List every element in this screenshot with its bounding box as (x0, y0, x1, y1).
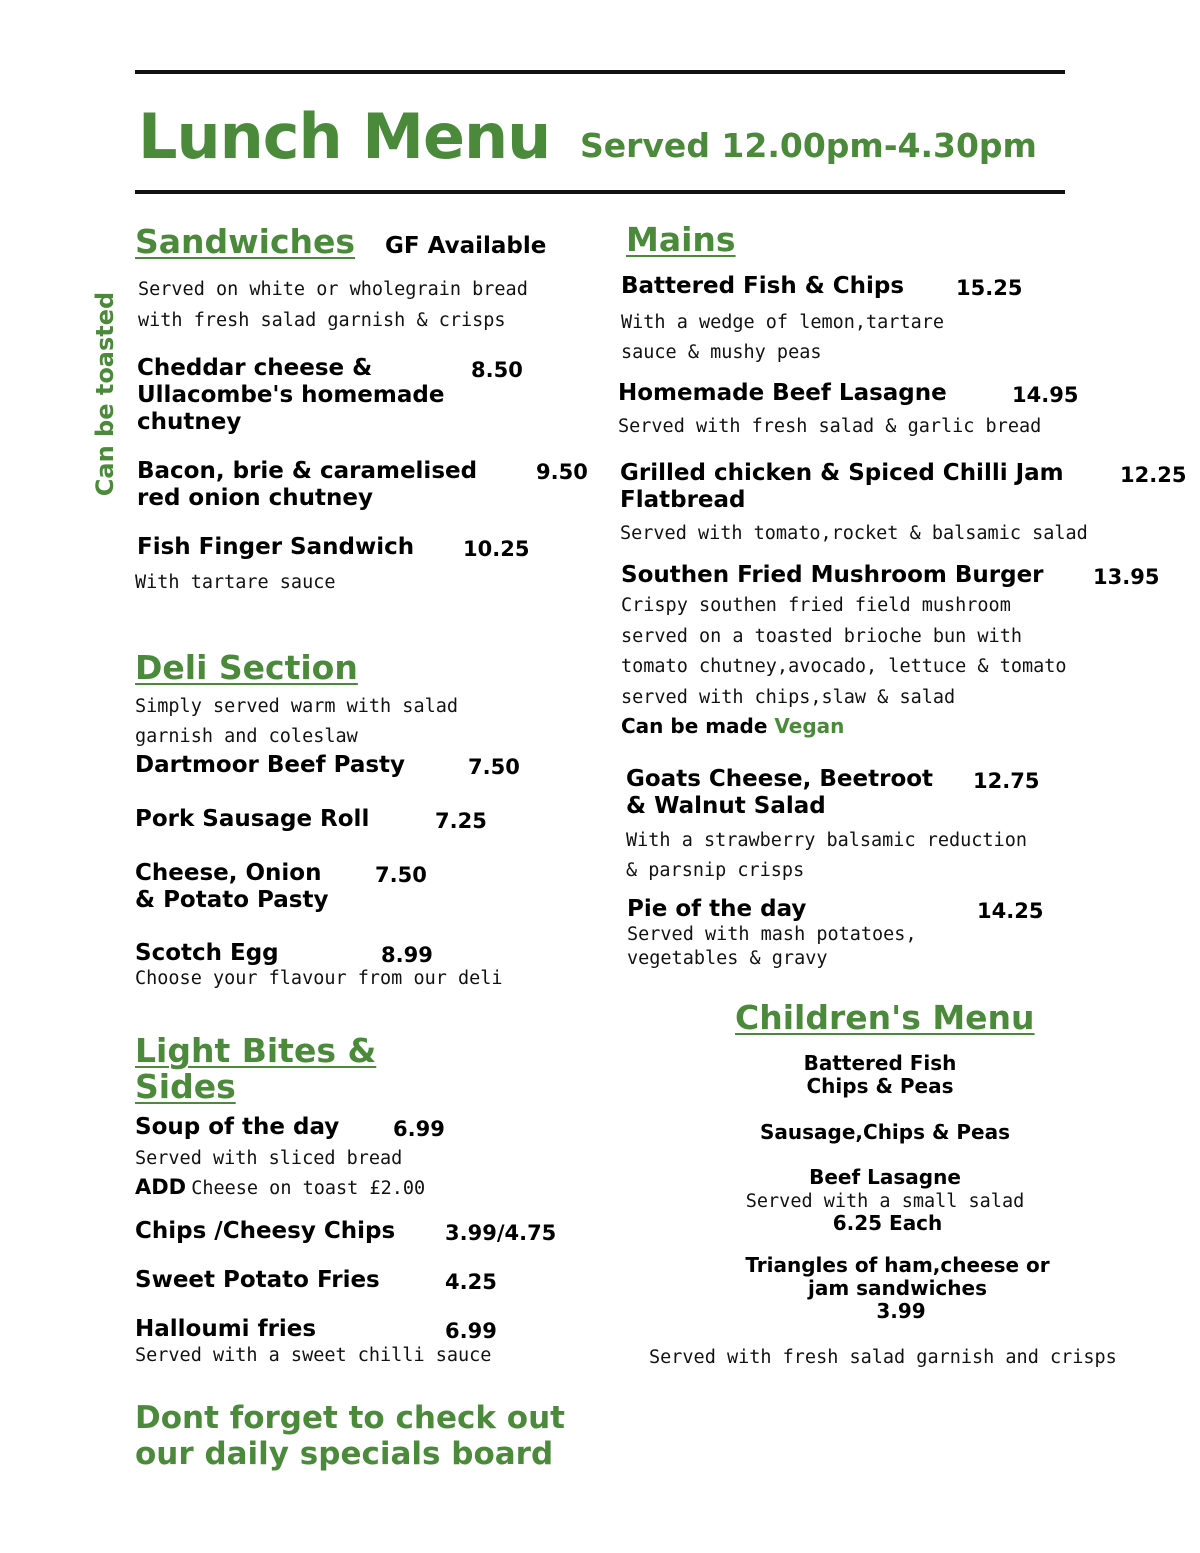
menu-item-mushroom-burger: Southen Fried Mushroom Burger (621, 562, 1044, 588)
page-title: Lunch Menu (138, 100, 551, 173)
kids-served-with-note: Served with fresh salad garnish and crisps (649, 1347, 1117, 1368)
menu-item-pork-sausage-roll: Pork Sausage Roll (135, 806, 370, 832)
price-fish-finger-sandwich: 10.25 (463, 537, 530, 561)
menu-item-fish-finger-sandwich: Fish Finger Sandwich (137, 534, 415, 560)
top-rule (135, 70, 1065, 74)
menu-item-grilled-chicken-flatbread: Grilled chicken & Spiced Chilli Jam Flatbread (620, 460, 1064, 513)
kids-item-sausage-chips: Sausage,Chips & Peas (760, 1120, 1010, 1144)
price-mushroom-burger: 13.95 (1093, 565, 1160, 589)
price-bacon-brie-sandwich: 9.50 (536, 460, 588, 484)
price-beef-lasagne: 14.95 (1012, 383, 1079, 407)
desc-pie-of-the-day: Served with mash potatoes, vegetables & gravy (627, 924, 917, 969)
menu-item-battered-fish-chips: Battered Fish & Chips (621, 273, 905, 299)
light-bites-heading: Light Bites & Sides (135, 1031, 377, 1106)
price-goats-cheese-salad: 12.75 (973, 769, 1040, 793)
menu-item-scotch-egg: Scotch Egg (135, 940, 279, 966)
childrens-menu-heading: Children's Menu (735, 998, 1035, 1037)
price-scotch-egg: 8.99 (381, 943, 433, 967)
price-halloumi-fries: 6.99 (445, 1319, 497, 1343)
menu-item-beef-lasagne: Homemade Beef Lasagne (618, 380, 947, 406)
kids-item-battered-fish: Battered Fish Chips & Peas (803, 1051, 957, 1098)
menu-item-cheese-onion-pasty: Cheese, Onion & Potato Pasty (135, 860, 329, 913)
price-cheddar-sandwich: 8.50 (471, 358, 523, 382)
menu-item-soup-of-the-day: Soup of the day (135, 1114, 340, 1140)
price-soup-of-the-day: 6.99 (393, 1117, 445, 1141)
desc-goats-cheese-salad: With a strawberry balsamic reduction & parsnip crisps (626, 830, 1027, 881)
price-pork-sausage-roll: 7.25 (435, 809, 487, 833)
menu-item-pie-of-the-day: Pie of the day (627, 896, 807, 922)
serving-hours: Served 12.00pm-4.30pm (580, 126, 1037, 165)
price-kids-sandwiches: 3.99 (876, 1299, 926, 1323)
add-cheese-on-toast: ADD Cheese on toast £2.00 (135, 1175, 426, 1199)
menu-item-goats-cheese-salad: Goats Cheese, Beetroot & Walnut Salad (626, 766, 934, 819)
price-pie-of-the-day: 14.25 (977, 899, 1044, 923)
desc-soup-of-the-day: Served with sliced bread (135, 1148, 403, 1169)
mains-heading: Mains (626, 220, 736, 259)
menu-item-halloumi-fries: Halloumi fries (135, 1316, 317, 1342)
gf-available-note: GF Available (385, 233, 547, 259)
sandwiches-heading: Sandwiches (135, 222, 356, 261)
price-kids-main: 6.25 Each (832, 1211, 943, 1235)
deli-heading: Deli Section (135, 648, 358, 687)
menu-item-cheddar-sandwich: Cheddar cheese & Ullacombe's homemade chutney (137, 355, 445, 435)
desc-halloumi-fries: Served with a sweet chilli sauce (135, 1345, 492, 1366)
desc-grilled-chicken-flatbread: Served with tomato,rocket & balsamic salad (620, 523, 1088, 544)
desc-mushroom-burger: Crispy southen fried field mushroom served on a toasted brioche bun with tomato chutney,avocado, lettuce & tomato served with chips,slaw & salad (621, 595, 1067, 708)
desc-scotch-egg: Choose your flavour from our deli (135, 968, 503, 989)
specials-board-note: Dont forget to check out our daily specials board (135, 1400, 565, 1472)
kids-item-triangles-sandwiches: Triangles of ham,cheese or jam sandwiches (745, 1253, 1050, 1300)
kids-item-beef-lasagne: Beef Lasagne (809, 1165, 961, 1189)
price-cheese-onion-pasty: 7.50 (375, 863, 427, 887)
vegan-option-note: Can be made Vegan (621, 714, 845, 738)
menu-item-bacon-brie-sandwich: Bacon, brie & caramelised red onion chutney (137, 458, 478, 511)
menu-item-dartmoor-beef-pasty: Dartmoor Beef Pasty (135, 752, 406, 778)
sandwiches-intro: Served on white or wholegrain bread with fresh salad garnish & crisps (138, 279, 528, 331)
desc-beef-lasagne: Served with fresh salad & garlic bread (618, 416, 1042, 437)
can-be-toasted-label: Can be toasted (91, 291, 119, 497)
menu-item-chips: Chips /Cheesy Chips (135, 1218, 396, 1244)
price-dartmoor-beef-pasty: 7.50 (468, 755, 520, 779)
price-grilled-chicken-flatbread: 12.25 (1120, 463, 1187, 487)
desc-kids-beef-lasagne: Served with a small salad (745, 1191, 1025, 1212)
desc-fish-finger-sandwich: With tartare sauce (135, 572, 336, 593)
menu-item-sweet-potato-fries: Sweet Potato Fries (135, 1267, 380, 1293)
header-bottom-rule (135, 190, 1065, 194)
price-battered-fish-chips: 15.25 (956, 276, 1023, 300)
deli-intro: Simply served warm with salad garnish and coleslaw (135, 696, 459, 747)
price-chips: 3.99/4.75 (445, 1221, 557, 1245)
desc-battered-fish-chips: With a wedge of lemon,tartare sauce & mushy peas (621, 312, 945, 363)
price-sweet-potato-fries: 4.25 (445, 1270, 497, 1294)
